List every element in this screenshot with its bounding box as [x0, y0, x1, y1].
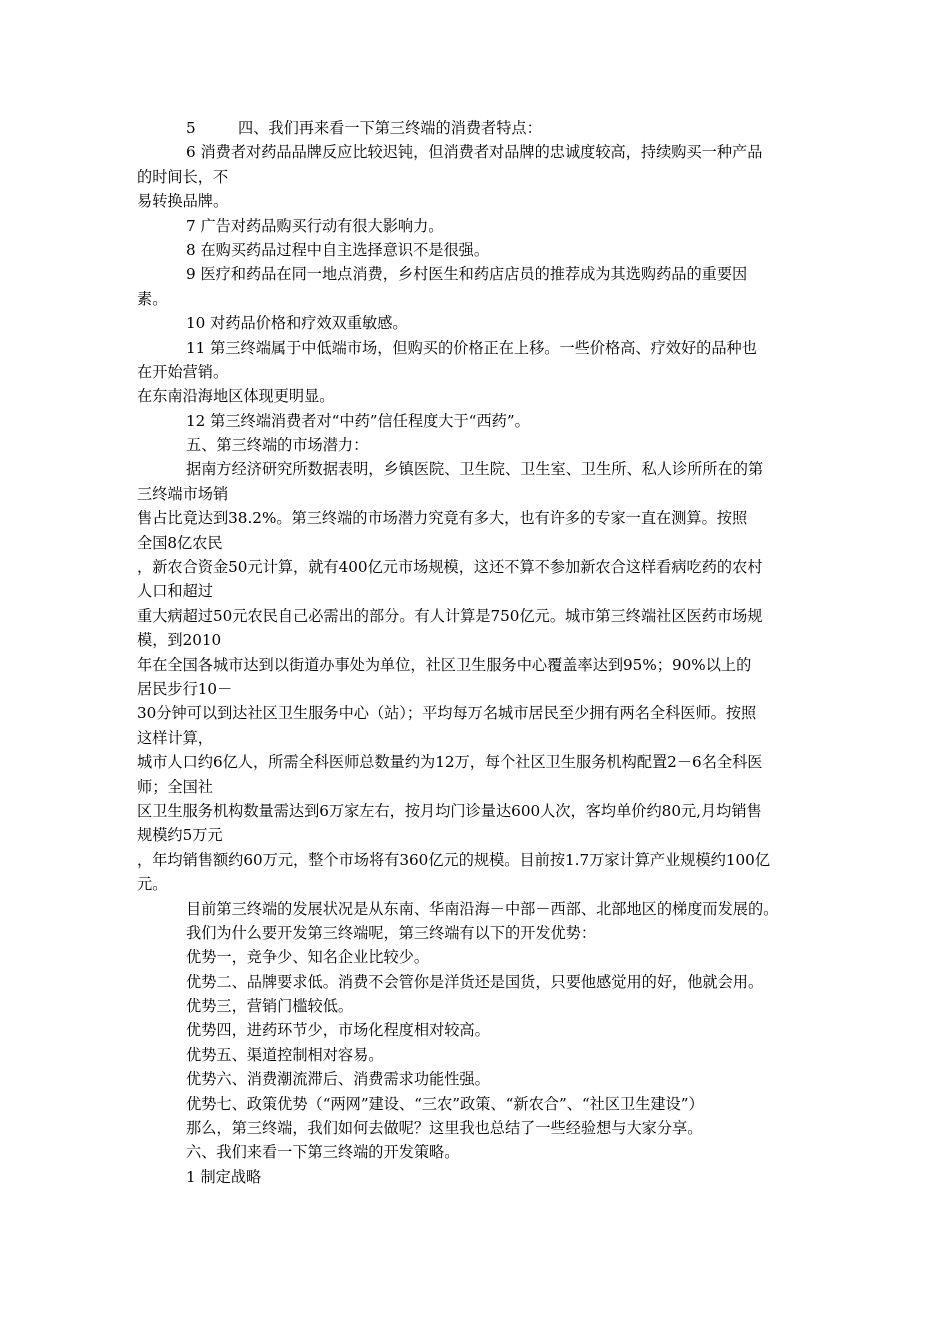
line-text: ，新农合资金50元计算，就有400亿元市场规模，这还不算不参加新农合这样看病吃药的农村 [137, 558, 763, 577]
line-text: 7 广告对药品购买行动有很大影响力。 [186, 216, 444, 235]
line-text: 重大病超过50元农民自己必需出的部分。有人计算是750亿元。城市第三终端社区医药市场规 [137, 606, 763, 625]
text-line [137, 823, 827, 847]
line-text: 五、第三终端的市场潜力： [186, 436, 369, 455]
text-line [137, 799, 827, 823]
line-text: 优势四，进药环节少，市场化程度相对较高。 [186, 1021, 490, 1040]
text-line [137, 726, 827, 750]
text-line [137, 287, 827, 311]
line-text: 模，到2010 [137, 631, 222, 650]
line-text: 易转换品牌。 [137, 192, 229, 211]
line-text: 元。 [137, 875, 168, 894]
text-line [137, 653, 827, 677]
text-line [137, 945, 827, 969]
text-line [137, 1140, 827, 1164]
text-line [137, 506, 827, 530]
line-text: 售占比竟达到38.2%。第三终端的市场潜力究竟有多大，也有许多的专家一直在测算。按照 [137, 509, 748, 528]
text-line [137, 336, 827, 360]
line-text: 在开始营销。 [137, 362, 229, 381]
text-line [137, 214, 827, 238]
line-text: 区卫生服务机构数量需达到6万家左右，按月均门诊量达600人次，客均单价约80元,月均销售 [137, 801, 762, 820]
text-line [137, 1043, 827, 1067]
line-text: 人口和超过 [137, 582, 213, 601]
line-text: 全国8亿农民 [137, 533, 223, 552]
line-text: 1 制定战略 [186, 1167, 262, 1186]
line-text: 居民步行10－ [137, 679, 233, 698]
document-body [137, 116, 827, 1189]
line-text: 那么，第三终端，我们如何去做呢？这里我也总结了一些经验想与大家分享。 [186, 1119, 703, 1138]
line-text: 城市人口约6亿人，所需全科医师总数量约为12万，每个社区卫生服务机构配置2－6名全科医 [137, 753, 763, 772]
text-line [137, 189, 827, 213]
line-text: 六、我们来看一下第三终端的开发策略。 [186, 1143, 460, 1162]
text-line [137, 311, 827, 335]
text-line [137, 531, 827, 555]
text-line [137, 360, 827, 384]
line-text: 30分钟可以到达社区卫生服务中心（站）；平均每万名城市居民至少拥有两名全科医师。按照 [137, 704, 757, 723]
text-line [137, 1018, 827, 1042]
line-text: 10 对药品价格和疗效双重敏感。 [186, 314, 408, 333]
text-line [137, 384, 827, 408]
text-line [137, 872, 827, 896]
line-text: 四、我们再来看一下第三终端的消费者特点： [238, 119, 542, 137]
text-line [137, 433, 827, 457]
text-line [137, 897, 827, 921]
line-text: 优势三，营销门槛较低。 [186, 997, 354, 1016]
line-text: 8 在购买药品过程中自主选择意识不是很强。 [186, 240, 490, 259]
line-text: 素。 [137, 289, 168, 308]
line-text: 12 第三终端消费者对“中药”信任程度大于“西药”。 [186, 411, 530, 430]
text-line [137, 921, 827, 945]
line-text: 这样计算， [137, 728, 213, 747]
text-line [137, 262, 827, 286]
text-line [137, 555, 827, 579]
line-text: 优势一，竞争少、知名企业比较少。 [186, 948, 429, 967]
line-text: 优势六、消费潮流滞后、消费需求功能性强。 [186, 1070, 490, 1089]
text-line [137, 677, 827, 701]
line-text: 师；全国社 [137, 777, 213, 796]
text-line [137, 1092, 827, 1116]
line-text: ，年均销售额约60万元，整个市场将有360亿元的规模。目前按1.7万家计算产业规模约100亿 [137, 850, 771, 869]
text-line [137, 238, 827, 262]
text-line [137, 482, 827, 506]
text-line [137, 970, 827, 994]
line-text: 优势七、政策优势（“两网”建设、“三农”政策、“新农合”、“社区卫生建设”） [186, 1094, 704, 1113]
text-line [137, 409, 827, 433]
line-text: 据南方经济研究所数据表明，乡镇医院、卫生院、卫生室、卫生所、私人诊所所在的第 [186, 460, 764, 479]
text-line [137, 1116, 827, 1140]
line-text: 6 消费者对药品品牌反应比较迟钝，但消费者对品牌的忠诚度较高，持续购买一种产品 [186, 143, 763, 162]
text-line [137, 579, 827, 603]
line-text: 的时间长，不 [137, 167, 229, 186]
text-line [137, 1067, 827, 1091]
line-text: 年在全国各城市达到以街道办事处为单位，社区卫生服务中心覆盖率达到95%；90%以上的 [137, 655, 752, 674]
line-text: 我们为什么要开发第三终端呢，第三终端有以下的开发优势： [186, 923, 597, 942]
line-text: 规模约5万元 [137, 826, 223, 845]
text-line [137, 994, 827, 1018]
text-line [137, 140, 827, 164]
line-text: 在东南沿海地区体现更明显。 [137, 387, 335, 406]
line-text: 优势二、品牌要求低。消费不会管你是洋货还是国货，只要他感觉用的好，他就会用。 [186, 972, 764, 991]
text-line [137, 604, 827, 628]
text-line [137, 165, 827, 189]
text-line [137, 775, 827, 799]
line-number: 5 [186, 119, 196, 137]
line-text: 11 第三终端属于中低端市场，但购买的价格正在上移。一些价格高、疗效好的品种也 [186, 338, 757, 357]
line-text: 三终端市场销 [137, 484, 229, 503]
line-text: 目前第三终端的发展状况是从东南、华南沿海－中部－西部、北部地区的梯度而发展的。 [186, 899, 779, 918]
text-line [137, 701, 827, 725]
text-line [137, 1165, 827, 1189]
text-line [137, 750, 827, 774]
line-text: 9 医疗和药品在同一地点消费，乡村医生和药店店员的推荐成为其选购药品的重要因 [186, 265, 748, 284]
text-line [137, 457, 827, 481]
line-text: 优势五、渠道控制相对容易。 [186, 1045, 384, 1064]
text-line [137, 116, 827, 140]
text-line [137, 848, 827, 872]
text-line [137, 628, 827, 652]
